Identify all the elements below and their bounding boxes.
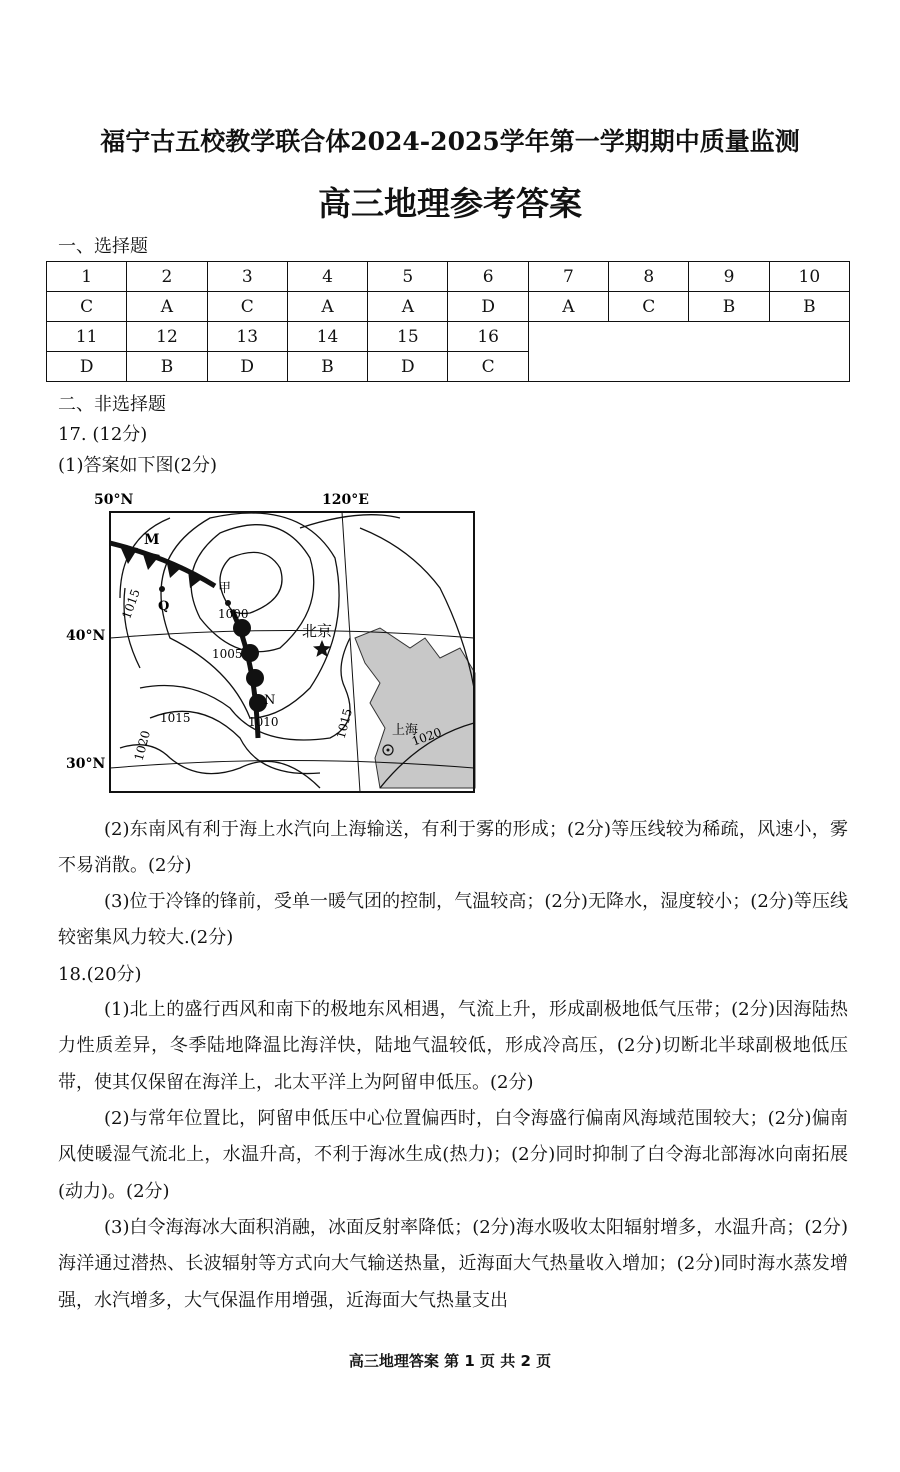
table-cell: D	[207, 352, 287, 382]
table-cell: C	[207, 292, 287, 322]
answer-table	[46, 261, 850, 382]
isobar-1015-left: 1015	[119, 587, 143, 621]
isobar-1020-right: 1020	[409, 725, 444, 749]
answer-title: 高三地理参考答案	[318, 184, 582, 223]
isobar-1010: 1010	[248, 715, 279, 729]
table-cell: C	[47, 292, 127, 322]
table-cell: D	[368, 352, 448, 382]
section-nonchoice-heading: 二、非选择题	[58, 394, 166, 415]
table-cell: B	[689, 292, 769, 322]
label-m: M	[144, 532, 160, 548]
table-cell: B	[127, 352, 207, 382]
label-jia: 甲	[218, 581, 232, 596]
q17-heading: 17. (12分)	[58, 424, 148, 445]
isobar-1015-bottom: 1015	[160, 711, 191, 725]
table-cell: 14	[287, 322, 367, 352]
lon-120-label: 120°E	[322, 492, 369, 508]
table-cell: 15	[368, 322, 448, 352]
table-cell: A	[368, 292, 448, 322]
isobar-1015-right: 1015	[333, 706, 356, 741]
table-row	[47, 292, 850, 322]
table-cell: 3	[207, 262, 287, 292]
lat-40-label: 40°N	[66, 628, 106, 644]
table-cell: 6	[448, 262, 528, 292]
isobar-1005: 1005	[212, 647, 243, 661]
weather-map	[66, 488, 490, 798]
table-cell: 1	[47, 262, 127, 292]
lat-50-label: 50°N	[94, 492, 134, 508]
isobar-1020-left: 1020	[131, 728, 154, 763]
table-cell: B	[287, 352, 367, 382]
table-cell: 16	[448, 322, 528, 352]
isobar-1000: 1000	[218, 607, 249, 621]
table-cell: 11	[47, 322, 127, 352]
q18-part3: (3)白令海海冰大面积消融，冰面反射率降低；(2分)海水吸收太阳辐射增多，水温升高；(2分)海洋通过潜热、长波辐射等方式向大气输送热量，近海面大气热量收入增加；(2分)同时海水蒸发增强，水汽增多，大气保温作用增强，近海面大气热量支出	[58, 1217, 848, 1311]
q18-heading: 18.(20分)	[58, 964, 142, 985]
table-cell: A	[528, 292, 608, 322]
table-cell: 10	[769, 262, 849, 292]
table-cell: C	[448, 352, 528, 382]
table-cell: 8	[609, 262, 689, 292]
table-cell: A	[287, 292, 367, 322]
q18-part2: (2)与常年位置比，阿留申低压中心位置偏西时，白令海盛行偏南风海域范围较大；(2分)偏南风使暖湿气流北上，水温升高，不利于海冰生成(热力)；(2分)同时抑制了白令海北部海冰向南拓展(动力)。(2分)	[58, 1108, 848, 1202]
table-cell: 5	[368, 262, 448, 292]
table-cell: 9	[689, 262, 769, 292]
section-choice-heading: 一、选择题	[58, 236, 148, 257]
q17-part1: (1)答案如下图(2分)	[58, 455, 217, 476]
q17-part3: (3)位于冷锋的锋前，受单一暖气团的控制，气温较高；(2分)无降水，湿度较小；(2分)等压线较密集风力较大.(2分)	[58, 891, 848, 949]
table-cell: D	[47, 352, 127, 382]
table-cell: 2	[127, 262, 207, 292]
lat-30-label: 30°N	[66, 756, 106, 772]
table-cell: A	[127, 292, 207, 322]
q17-part2: (2)东南风有利于海上水汽向上海输送，有利于雾的形成；(2分)等压线较为稀疏，风速小，雾不易消散。(2分)	[58, 819, 848, 877]
table-row	[47, 262, 850, 292]
table-cell: 4	[287, 262, 367, 292]
table-blank-cell	[528, 322, 849, 382]
page-footer: 高三地理答案 第 1 页 共 2 页	[348, 1352, 552, 1370]
exam-title: 福宁古五校教学联合体2024-2025学年第一学期期中质量监测	[100, 127, 800, 156]
table-cell: C	[609, 292, 689, 322]
label-shanghai: 上海	[392, 723, 419, 738]
table-cell: D	[448, 292, 528, 322]
table-cell: 12	[127, 322, 207, 352]
label-n: N	[264, 693, 276, 708]
table-row	[47, 322, 850, 352]
table-cell: 13	[207, 322, 287, 352]
label-q: Q	[158, 599, 170, 614]
q18-part1: (1)北上的盛行西风和南下的极地东风相遇，气流上升，形成副极地低气压带；(2分)因海陆热力性质差异，冬季陆地降温比海洋快，陆地气温较低，形成冷高压，(2分)切断北半球副极地低压带，使其仅保留在海洋上，北太平洋上为阿留申低压。(2分)	[58, 999, 848, 1093]
table-cell: B	[769, 292, 849, 322]
table-cell: 7	[528, 262, 608, 292]
label-beijing: 北京	[302, 622, 333, 640]
